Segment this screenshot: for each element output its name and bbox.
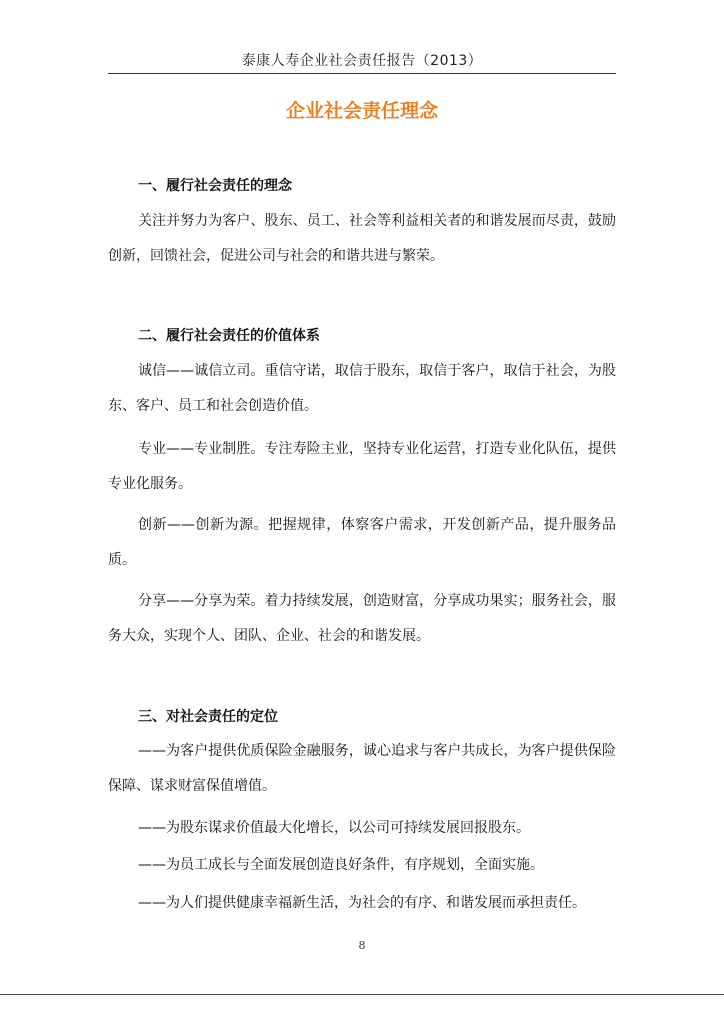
section-heading-1: 一、履行社会责任的理念 (138, 178, 292, 194)
running-header: 泰康人寿企业社会责任报告（2013） (241, 53, 483, 69)
section-3-paragraph-1: ——为客户提供优质保险金融服务，诚心追求与客户共成长，为客户提供保险保障、谋求财富保值增值。 (108, 743, 616, 794)
header-divider (108, 73, 616, 74)
section-2-paragraph-2: 专业——专业制胜。专注寿险主业，坚持专业化运营，打造专业化队伍，提供专业化服务。 (108, 441, 616, 492)
section-2-paragraph-3: 创新——创新为源。把握规律，体察客户需求，开发创新产品，提升服务品质。 (108, 517, 616, 568)
page-number: 8 (358, 939, 366, 952)
section-1-paragraph-1: 关注并努力为客户、股东、员工、社会等利益相关者的和谐发展而尽责，鼓励创新，回馈社会，促进公司与社会的和谐共进与繁荣。 (108, 213, 616, 264)
section-3-paragraph-4: ——为人们提供健康幸福新生活，为社会的有序、和谐发展而承担责任。 (138, 895, 586, 911)
section-2-paragraph-4: 分享——分享为荣。着力持续发展，创造财富，分享成功果实；服务社会，服务大众，实现个人、团队、企业、社会的和谐发展。 (108, 593, 616, 644)
section-heading-3: 三、对社会责任的定位 (138, 709, 278, 725)
page-title: 企业社会责任理念 (285, 100, 438, 122)
section-3-paragraph-2: ——为股东谋求价值最大化增长，以公司可持续发展回报股东。 (138, 820, 530, 836)
section-2-paragraph-1: 诚信——诚信立司。重信守诺，取信于股东，取信于客户，取信于社会，为股东、客户、员工和社会创造价值。 (108, 363, 616, 414)
section-3-paragraph-3: ——为员工成长与全面发展创造良好条件，有序规划，全面实施。 (138, 857, 544, 873)
section-heading-2: 二、履行社会责任的价值体系 (138, 328, 320, 344)
page-bottom-divider (0, 994, 724, 995)
